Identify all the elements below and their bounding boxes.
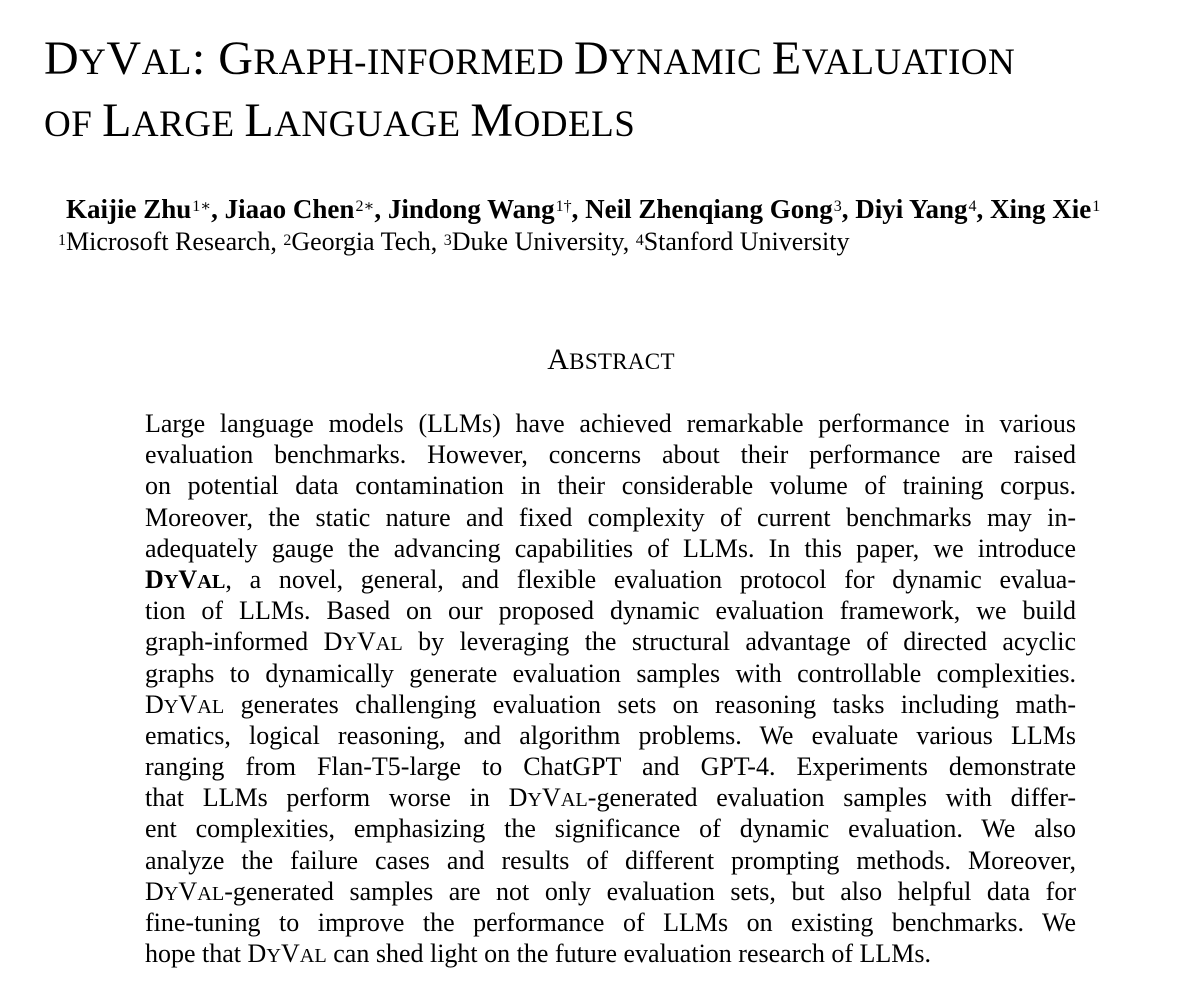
abstract-line [145,689,1076,720]
small-caps-text: AL [141,42,192,83]
abstract-text: adequately gauge the advancing capabilities of LLMs. In this paper, we introduce [145,533,1076,563]
abstract-text: ent complexities, emphasizing the significance of dynamic evaluation. We also [145,814,1076,844]
text: M [470,94,514,147]
small-caps-text: AL [560,789,588,812]
dyval-name [248,939,327,968]
author-separator: , [571,194,586,224]
text: V [178,564,198,594]
small-caps-text: Y [266,945,281,968]
text: V [280,939,300,969]
abstract-text: Moreover, the static nature and fixed complexity of current benchmarks may in- [145,502,1076,532]
author-separator: , [374,194,388,224]
small-caps-text: Y [163,695,179,718]
author-mark: 2∗ [355,198,375,215]
affiliation-name: Microsoft Research [66,227,271,256]
affiliation-separator: , [622,227,636,256]
abstract-line [145,876,1076,907]
author-separator: , [211,194,225,224]
author-name: Neil Zhenqiang Gong [585,194,833,224]
small-caps-text: AL [299,945,327,968]
author-name: Jiaao Chen [224,194,355,224]
abstract-heading [0,342,1200,380]
abstract-line [145,845,1076,876]
affiliation-mark: 1 [58,232,66,249]
text: D [145,689,164,719]
abstract-text: evaluation benchmarks. However, concerns about their performance are raised [145,440,1076,470]
small-caps-text: OF [44,104,103,145]
small-caps-text: RAPH-INFORMED [253,42,574,83]
text: D [44,32,80,85]
abstract-text: tion of LLMs. Based on our proposed dynamic evaluation framework, we build [145,596,1076,626]
abstract-line [145,470,1076,501]
small-caps-text: Y [79,42,107,83]
small-caps-text: BSTRACT [569,349,675,374]
dyval-name [509,783,588,812]
affiliation-mark: 3 [443,232,452,249]
abstract-text: ematics, logical reasoning, and algorithm problems. We evaluate various LLMs [145,720,1076,750]
abstract-body [145,408,1076,969]
abstract-text: fine-tuning to improve the performance of LLMs on existing benchmarks. We [145,908,1076,937]
abstract-line [145,439,1076,470]
paper-title [44,30,1015,154]
abstract-text: graph-informed [145,627,324,657]
text: E [771,32,802,85]
author-list [66,192,1100,226]
abstract-line [145,595,1076,626]
abstract-text: , a novel, general, and flexible evaluation protocol for dynamic evalua- [225,564,1076,594]
abstract-text: analyze the failure cases and results of different prompting methods. Moreover, [145,845,1076,875]
small-caps-text: ARGE [131,104,245,145]
abstract-line [145,907,1076,938]
small-caps-text: AL [197,695,225,718]
author-name: Jindong Wang [387,194,555,224]
abstract-line [145,408,1076,439]
author-mark: 1∗ [192,198,212,215]
small-caps-text: Y [163,882,179,905]
affiliation-mark: 2 [283,232,292,249]
author-mark: 1† [555,198,572,215]
abstract-text: Large language models (LLMs) have achieved remarkable performance in various [145,409,1076,438]
dyval-name [324,627,403,656]
abstract-text: by leveraging the structural advantage of directed acyclic [402,627,1076,657]
abstract-line [145,813,1076,844]
abstract-line [145,751,1076,782]
abstract-text: can shed light on the future evaluation research of LLMs. [326,939,932,969]
author-name: Diyi Yang [855,194,968,224]
abstract-text: on potential data contamination in their considerable volume of training corpus. [145,471,1076,501]
text: L [102,94,132,147]
abstract-text: that LLMs perform worse in [145,783,509,813]
abstract-text: graphs to dynamically generate evaluation samples with controllable complexities. [145,658,1076,688]
dyval-name [145,877,224,906]
text: D [247,939,267,969]
small-caps-text: YNAMIC [609,42,772,83]
small-caps-text: AL [375,633,403,656]
author-separator: , [841,194,856,224]
title-line-2 [44,92,1015,154]
abstract-text: hope that [145,939,248,969]
small-caps-text: ANGUAGE [274,104,471,145]
small-caps-text: Y [163,570,179,593]
abstract-text: -generated samples are not only evaluation sets, but also helpful data for [224,876,1076,906]
author-name: Xing Xie [990,194,1092,224]
affiliation-separator: , [270,227,284,256]
dyval-name [145,565,225,594]
text: V [178,689,198,719]
affiliation-separator: , [430,227,444,256]
text: : [191,32,219,85]
small-caps-text: Y [342,633,357,656]
dyval-name [145,690,224,719]
small-caps-text: ODELS [513,104,636,145]
abstract-line [145,782,1076,813]
text: D [323,627,343,657]
abstract-line [145,658,1076,689]
text: D [508,783,528,813]
text: D [573,32,610,85]
text: V [542,783,561,813]
author-mark: 4 [968,198,977,215]
text: V [106,32,142,85]
author-separator: , [976,194,990,224]
affiliation-name: Stanford University [643,227,850,256]
affiliation-name: Georgia Tech [291,227,431,256]
author-mark: 3 [833,198,842,215]
abstract-line [145,720,1076,751]
small-caps-text: Y [527,789,542,812]
text: A [547,343,570,376]
author-mark: 1 [1092,198,1101,215]
abstract-line [145,938,1076,969]
abstract-text: ranging from Flan-T5-large to ChatGPT and GPT-4. Experiments demonstrate [145,752,1076,782]
text: L [244,94,275,147]
affiliation-list [58,226,850,258]
small-caps-text: AL [197,882,225,905]
author-name: Kaijie Zhu [66,194,192,224]
small-caps-text: VALUATION [801,42,1016,83]
text: V [356,627,376,657]
abstract-line [145,533,1076,564]
text: G [218,32,254,85]
affiliation-mark: 4 [635,232,644,249]
title-line-1 [44,30,1015,92]
abstract-text: generates challenging evaluation sets on reasoning tasks including math- [224,689,1076,719]
affiliation-name: Duke University [451,227,623,256]
text: V [178,876,198,906]
abstract-text: -generated evaluation samples with differ- [587,783,1077,813]
text: D [145,876,164,906]
abstract-line [145,626,1076,657]
small-caps-text: AL [197,570,226,593]
abstract-line [145,564,1076,595]
abstract-line [145,502,1076,533]
text: D [145,564,164,594]
